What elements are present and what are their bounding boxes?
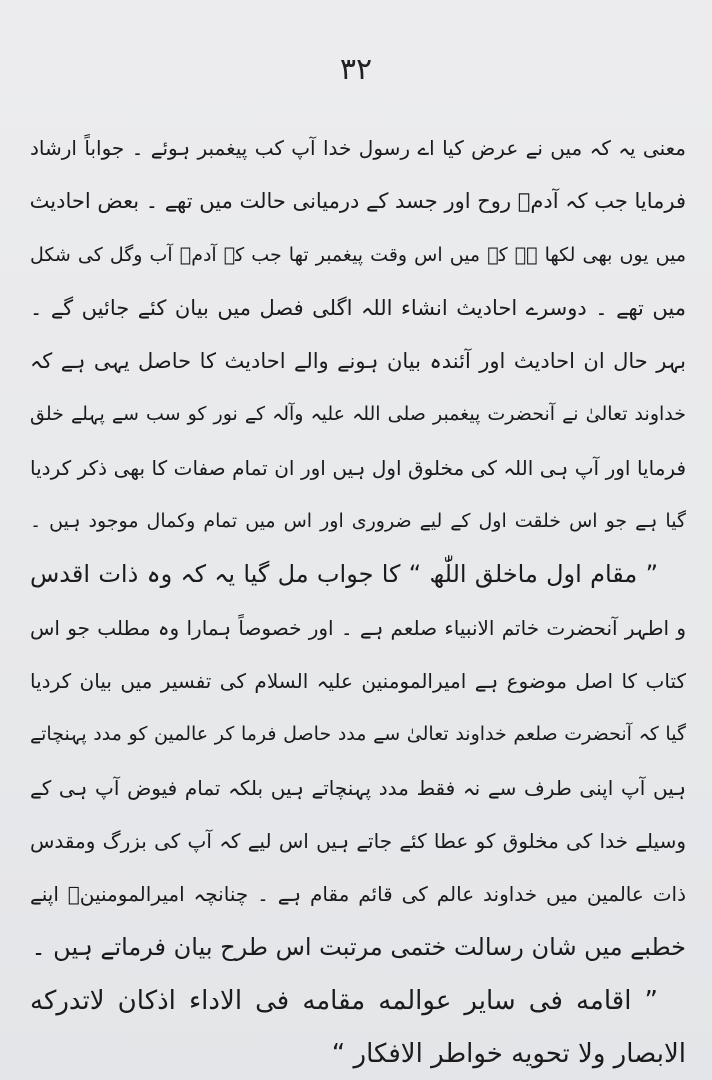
text-line: فرمایا اور آپ ہی اللہ کی مخلوق اول ہیں اور ان تمام صفات کا بھی ذکر کردیا <box>30 455 686 480</box>
text-line: خطبے میں شان رسالت ختمی مرتبت اس طرح بیان فرماتے ہیں ۔ <box>31 933 686 962</box>
text-line: میں یوں بھی لکھا ہے کہ میں اس وقت پیغمبر تھا جب کہ آدمؑ آب وگل کی شکل <box>30 243 686 266</box>
text-line: میں تھے ۔ دوسرے احادیث انشاء اللہ اگلی فصل میں بیان کئے جائیں گے ۔ <box>30 295 686 320</box>
text-line: بہر حال ان احادیث اور آئندہ بیان ہونے والے احادیث کا حاصل یہی ہے کہ <box>30 349 686 374</box>
text-line: الابصار ولا تحویه خواطر الافکار “ <box>331 1039 686 1070</box>
text-line: ذات عالمین میں خداوند عالم کی قائم مقام ہے ۔ چنانچہ امیرالمومنینؑ اپنے <box>30 882 686 907</box>
text-line: ہیں آپ اپنی طرف سے نہ فقط مدد پہنچاتے ہیں بلکہ تمام فیوض آپ ہی کے <box>30 775 686 800</box>
text-line: معنی یہ کہ میں نے عرض کیا اے رسول خدا آپ کب پیغمبر ہوئے ۔ جواباً ارشاد <box>30 136 686 160</box>
body-text <box>30 122 686 1080</box>
text-line: وسیلے خدا کی مخلوق کو عطا کئے جاتے ہیں اس لیے کہ آپ کی بزرگ ومقدس <box>30 828 686 853</box>
page-number: ۳۲ <box>339 52 373 87</box>
text-line: ” اقامه فی سایر عوالمه مقامه فی الاداء اذکان لاتدرکه <box>30 985 658 1016</box>
text-line: و اطہر آنحضرت خاتم الانبیاء صلعم ہے ۔ اور خصوصاً ہمارا وہ مطلب جو اس <box>30 615 686 640</box>
text-line: خداوند تعالیٰ نے آنحضرت پیغمبر صلی اللہ علیہ وآلہ کے نور کو سب سے پہلے خلق <box>30 403 686 426</box>
text-line: کتاب کا اصل موضوع ہے امیرالمومنین علیہ السلام کی تفسیر میں بیان کردیا <box>30 668 686 693</box>
text-line: فرمایا جب کہ آدمؑ روح اور جسد کے درمیانی حالت میں تھے ۔ بعض احادیث <box>30 189 686 214</box>
text-line: گیا کہ آنحضرت صلعم خداوند تعالیٰ سے مدد حاصل فرما کر عالمین کو مدد پہنچاتے <box>30 723 686 746</box>
text-line: گیا ہے جو اس خلقت اول کے لیے ضروری اور اس میں تمام وکمال موجود ہیں ۔ <box>30 510 686 533</box>
text-line: ” مقام اول ماخلق اللّٰھ “ کا جواب مل گیا یہ کہ وہ ذات اقدس <box>30 560 658 589</box>
